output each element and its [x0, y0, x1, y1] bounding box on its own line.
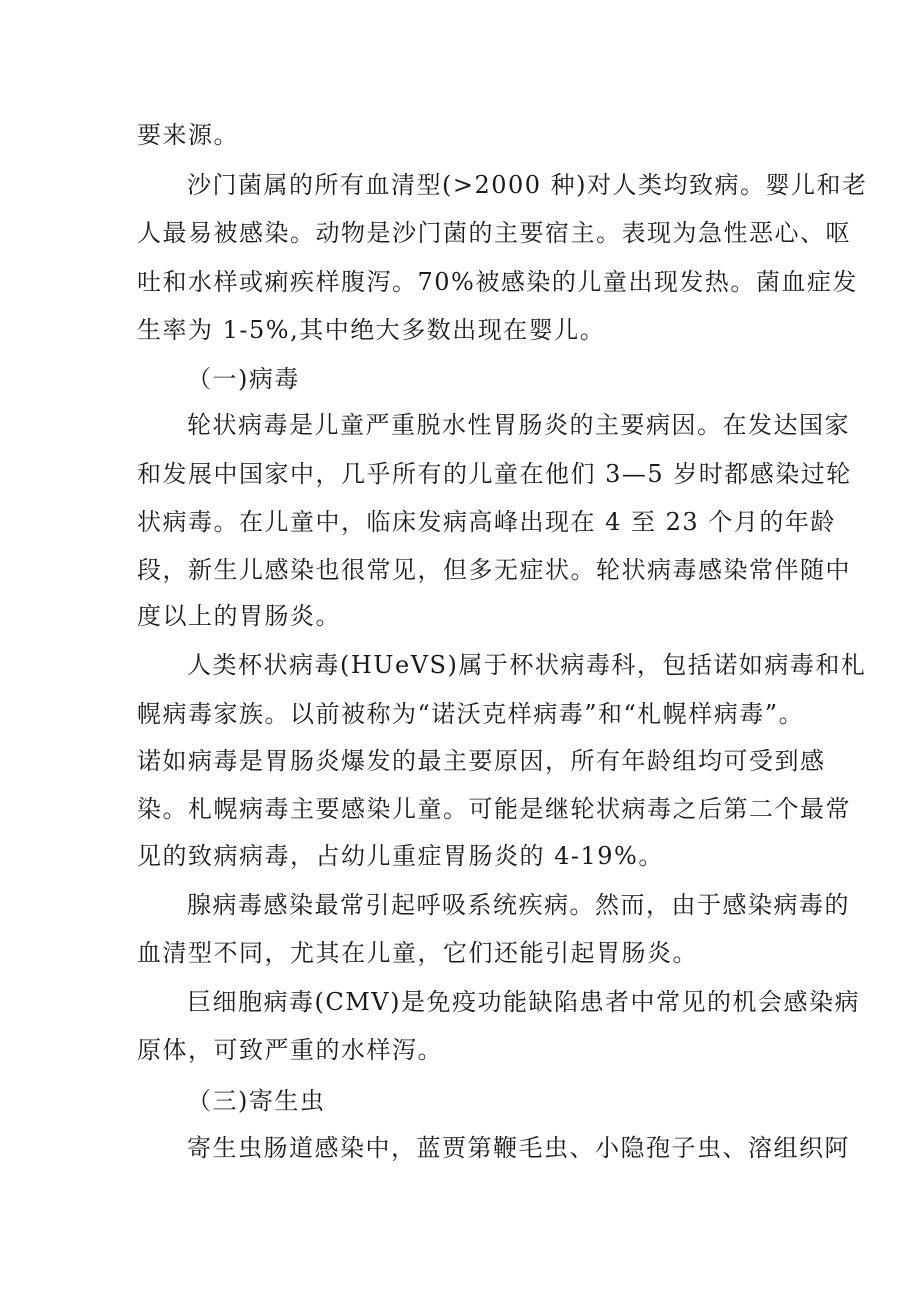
text-line: 腺病毒感染最常引起呼吸系统疾病。然而，由于感染病毒的 [187, 891, 850, 919]
text-line: 轮状病毒是儿童严重脱水性胃肠炎的主要病因。在发达国家 [187, 411, 850, 439]
text-line: 见的致病病毒，占幼儿重症胃肠炎的 4-19%。 [137, 842, 664, 870]
text-line: 幌病毒家族。以前被称为“诺沃克样病毒”和“札幌样病毒”。 [137, 700, 805, 728]
text-line: 度以上的胃肠炎。 [137, 602, 341, 630]
text-line: 诺如病毒是胃肠炎爆发的最主要原因，所有年龄组均可受到感 [137, 747, 826, 775]
text-line: 生率为 1-5%,其中绝大多数出现在婴儿。 [137, 316, 606, 344]
text-line: 段，新生儿感染也很常见，但多无症状。轮状病毒感染常伴随中 [137, 556, 851, 584]
text-line: 人类杯状病毒(HUeVS)属于杯状病毒科，包括诺如病毒和札 [187, 651, 867, 679]
text-line: 和发展中国家中，几乎所有的儿童在他们 3—5 岁时都感染过轮 [137, 460, 852, 488]
text-line: 寄生虫肠道感染中，蓝贾第鞭毛虫、小隐孢子虫、溶组织阿 [187, 1134, 850, 1162]
text-line: 人最易被感染。动物是沙门菌的主要宿主。表现为急性恶心、呕 [137, 219, 851, 247]
text-line: 巨细胞病毒(CMV)是免疫功能缺陷患者中常见的机会感染病 [187, 988, 860, 1016]
text-line: 沙门菌属的所有血清型(>2000 种)对人类均致病。婴儿和老 [187, 171, 868, 199]
section-heading: （三)寄生虫 [187, 1087, 326, 1115]
text-line: 状病毒。在儿童中，临床发病高峰出现在 4 至 23 个月的年龄 [137, 508, 836, 536]
text-line: 吐和水样或痢疾样腹泻。70%被感染的儿童出现发热。菌血症发 [137, 268, 858, 296]
text-line: 要来源。 [137, 121, 239, 149]
text-line: 血清型不同，尤其在儿童，它们还能引起胃肠炎。 [137, 939, 698, 967]
text-line: 染。札幌病毒主要感染儿童。可能是继轮状病毒之后第二个最常 [137, 795, 851, 823]
text-line: 原体，可致严重的水样泻。 [137, 1036, 443, 1064]
section-heading: （一)病毒 [187, 365, 300, 393]
